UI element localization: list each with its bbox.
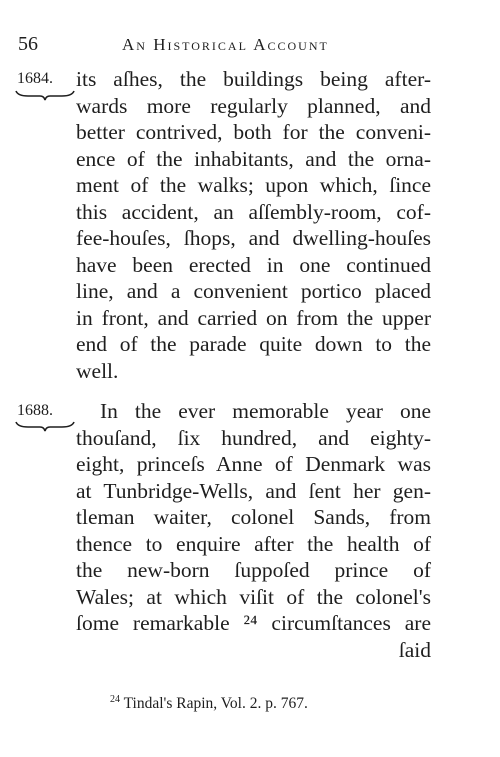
margin-brace-icon: [14, 88, 76, 102]
text-line: tleman waiter, colonel Sands, from: [76, 505, 431, 529]
text-line: Wales; at which viſit of the colonel's: [76, 584, 431, 609]
paragraph-1684: [76, 66, 431, 384]
text-line: In the ever memorable year one: [100, 399, 431, 423]
text-line: well.: [76, 358, 119, 383]
text-line: better contrived, both for the conveni-: [76, 120, 431, 144]
text-line: end of the parade quite down to the: [76, 332, 431, 356]
footnote: [110, 690, 308, 714]
margin-brace-icon: [14, 419, 76, 433]
text-line: this accident, an aſſembly-room, cof-: [76, 199, 431, 224]
footnote-text: Tindal's Rapin, Vol. 2. p. 767.: [123, 695, 308, 713]
running-head: An Historical Account: [122, 35, 329, 54]
text-line: thence to enquire after the health of: [76, 531, 431, 556]
text-line: ment of the walks; upon which, ſince: [76, 173, 431, 197]
text-line: thouſand, ſix hundred, and eighty-: [76, 425, 431, 450]
text-line: in front, and carried on from the upper: [76, 305, 431, 330]
page-number: 56: [18, 33, 38, 55]
text-line: have been erected in one continued: [76, 252, 431, 277]
text-line: ence of the inhabitants, and the orna-: [76, 146, 431, 171]
margin-year-1684: 1684.: [17, 70, 53, 87]
footnote-marker: 24: [110, 694, 120, 705]
margin-year-1688: 1688.: [17, 402, 53, 419]
text-line: the new-born ſuppoſed prince of: [76, 558, 431, 582]
text-line: eight, princeſs Anne of Denmark was: [76, 452, 431, 476]
text-line: fee-houſes, ſhops, and dwelling-houſes: [76, 226, 431, 250]
text-line: wards more regularly planned, and: [76, 93, 431, 118]
catchword: ſaid: [398, 637, 431, 662]
text-line: line, and a convenient portico placed: [76, 279, 431, 303]
text-line: at Tunbridge-Wells, and ſent her gen-: [76, 478, 431, 503]
text-line: ſome remarkable ²⁴ circumſtances are: [76, 611, 431, 635]
paragraph-1688: [76, 398, 431, 663]
text-line: its aſhes, the buildings being after-: [76, 67, 431, 91]
